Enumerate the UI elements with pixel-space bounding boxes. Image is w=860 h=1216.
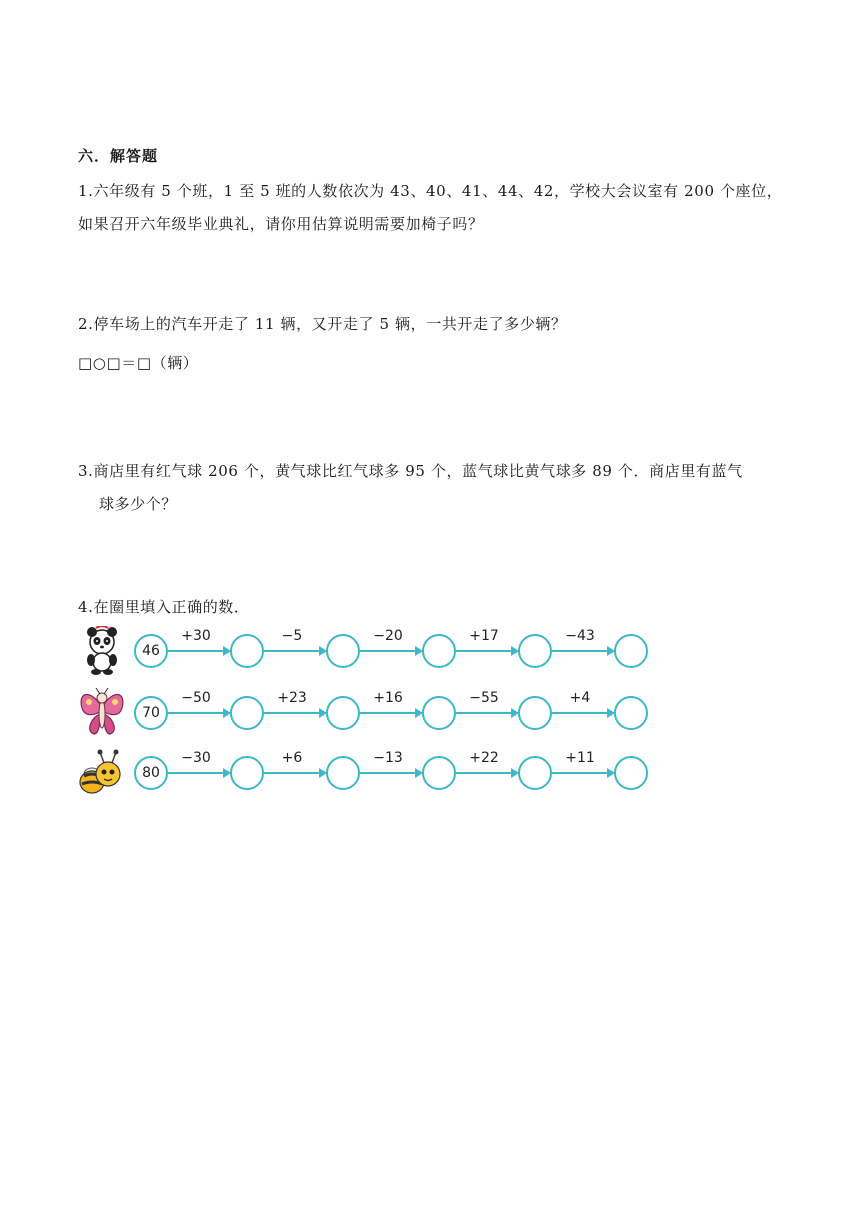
operation-label: −20	[373, 628, 403, 644]
operation-label: +11	[565, 750, 595, 766]
question-3-text-cont: 球多少个？	[99, 495, 178, 513]
answer-circle[interactable]	[230, 696, 264, 730]
question-1-text: 1.六年级有 5 个班，1 至 5 班的人数依次为 43、40、41、44、42，学校大会议室有 200 个座位，	[78, 182, 783, 200]
number-chain-row	[78, 688, 658, 738]
answer-circle[interactable]	[422, 634, 456, 668]
butterfly-icon	[78, 688, 126, 738]
answer-circle[interactable]	[518, 696, 552, 730]
operation-label: +30	[181, 628, 211, 644]
answer-circle[interactable]	[230, 634, 264, 668]
operation-label: +23	[277, 690, 307, 706]
number-chain-row	[78, 626, 658, 676]
section-title: 六．解答题	[78, 147, 159, 165]
arrow-icon	[168, 772, 230, 774]
arrow-icon	[456, 650, 518, 652]
start-number-circle: 80	[134, 756, 168, 790]
arrow-icon	[456, 772, 518, 774]
operation-label: +4	[569, 690, 591, 706]
question-3-text: 3.商店里有红气球 206 个，黄气球比红气球多 95 个，蓝气球比黄气球多 89 个．商店里有蓝气	[78, 462, 743, 480]
operation-label: −30	[181, 750, 211, 766]
question-2-text: 2.停车场上的汽车开走了 11 辆，又开走了 5 辆，一共开走了多少辆？	[78, 315, 567, 333]
answer-circle[interactable]	[326, 696, 360, 730]
start-number-circle: 46	[134, 634, 168, 668]
operation-label: +22	[469, 750, 499, 766]
answer-circle[interactable]	[518, 634, 552, 668]
arrow-icon	[264, 650, 326, 652]
operation-label: +17	[469, 628, 499, 644]
panda-icon	[78, 626, 126, 676]
arrow-icon	[552, 650, 614, 652]
operation-label: +16	[373, 690, 403, 706]
answer-circle[interactable]	[614, 634, 648, 668]
arrow-icon	[552, 712, 614, 714]
answer-circle[interactable]	[326, 634, 360, 668]
arrow-icon	[264, 772, 326, 774]
operation-label: −55	[469, 690, 499, 706]
operation-label: −50	[181, 690, 211, 706]
arrow-icon	[168, 712, 230, 714]
answer-circle[interactable]	[518, 756, 552, 790]
arrow-icon	[456, 712, 518, 714]
question-4-text: 4.在圈里填入正确的数．	[78, 598, 250, 616]
start-number-circle: 70	[134, 696, 168, 730]
answer-circle[interactable]	[326, 756, 360, 790]
operation-label: −13	[373, 750, 403, 766]
number-chain-row	[78, 748, 658, 798]
operation-label: +6	[281, 750, 303, 766]
arrow-icon	[360, 712, 422, 714]
arrow-icon	[264, 712, 326, 714]
answer-circle[interactable]	[230, 756, 264, 790]
answer-circle[interactable]	[422, 756, 456, 790]
answer-circle[interactable]	[614, 696, 648, 730]
arrow-icon	[360, 772, 422, 774]
bee-icon	[78, 748, 126, 798]
arrow-icon	[168, 650, 230, 652]
question-1-text-cont: 如果召开六年级毕业典礼，请你用估算说明需要加椅子吗？	[78, 215, 484, 233]
answer-circle[interactable]	[614, 756, 648, 790]
operation-label: −43	[565, 628, 595, 644]
arrow-icon	[552, 772, 614, 774]
operation-label: −5	[281, 628, 303, 644]
question-2-answer-template: □○□＝□（辆）	[78, 354, 199, 372]
answer-circle[interactable]	[422, 696, 456, 730]
arrow-icon	[360, 650, 422, 652]
